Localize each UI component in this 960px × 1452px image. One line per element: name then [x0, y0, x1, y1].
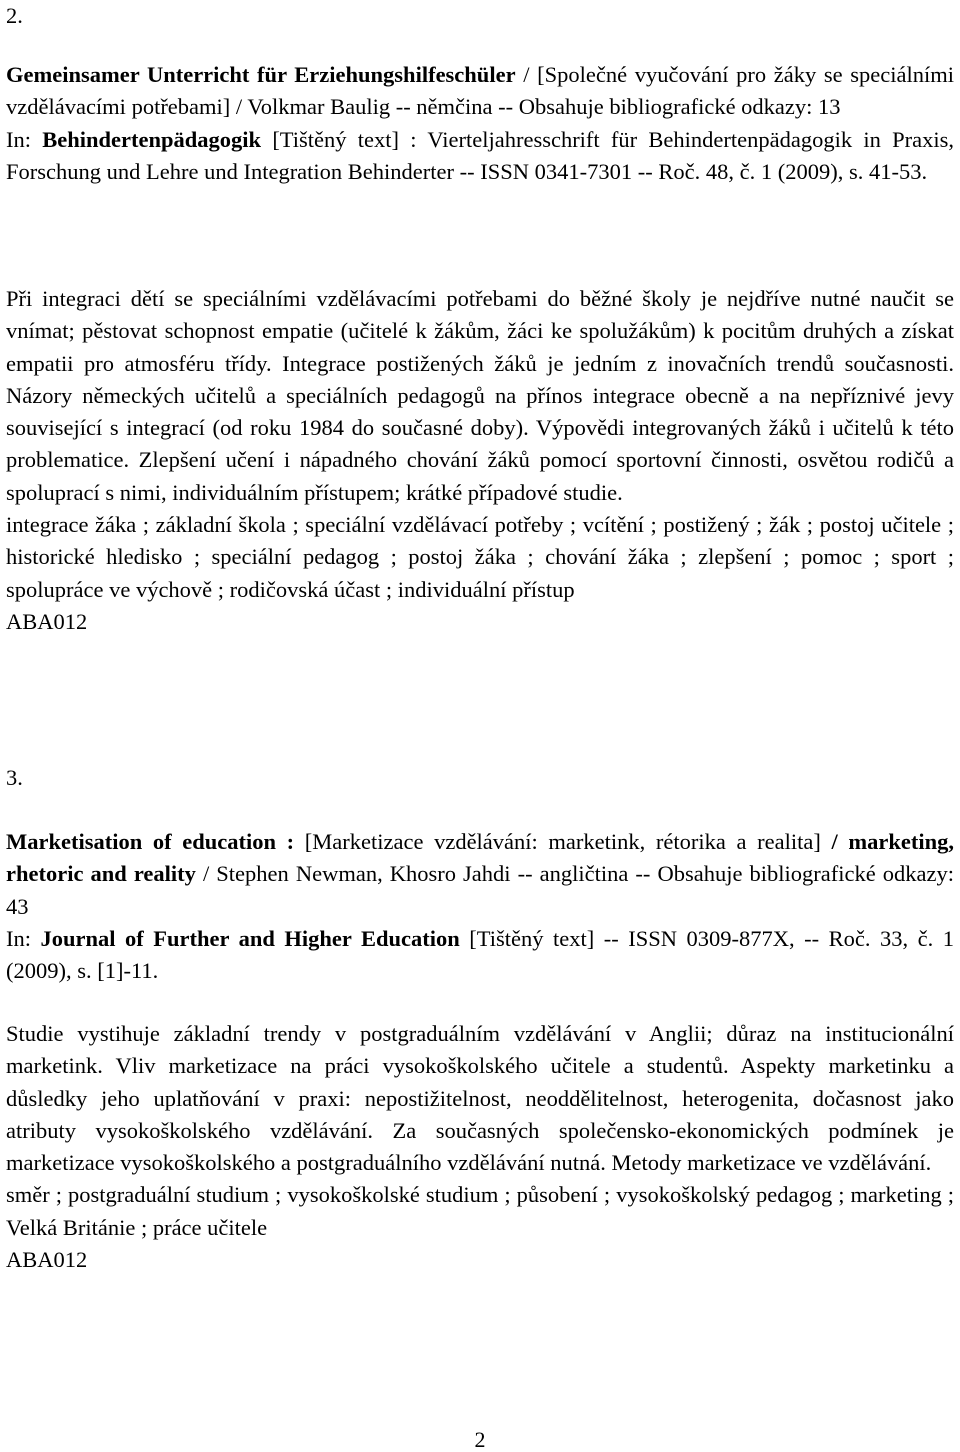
title-main: Marketisation of education : — [6, 829, 295, 854]
classification-code: ABA012 — [6, 1247, 88, 1273]
citation-source-line — [6, 124, 954, 189]
in-prefix: In: — [6, 126, 43, 152]
citation-title-line — [6, 59, 954, 124]
entry-citation — [6, 826, 954, 987]
title-rest: / [Společné vyučování pro žáky se speciálními vzdělávacími potřebami] / Volkmar Baulig -- němčina -- Obsahuje bibliografické odkazy: 13 — [6, 62, 954, 120]
entry-citation — [6, 59, 954, 188]
keywords: integrace žáka ; základní škola ; speciální vzdělávací potřeby ; vcítění ; postižený ; žák ; postoj učitele ; historické hledisko ; speciální pedagog ; postoj žáka ; chování žáka ; zlepšení ; pomoc ; sport ; spolupráce ve výchově ; rodičovská účast ; individuální přístup — [6, 512, 954, 602]
abstract: Při integraci dětí se speciálními vzdělávacími potřebami do běžné školy je nejdříve nutné naučit se vnímat; pěstovat schopnost empatie (učitelé k žákům, žáci ke spolužákům) k pocitům druhých a získat empatii pro atmosféru třídy. Integrace postižených žáků je jedním z inovačních trendů současnosti. Názory německých učitelů a speciálních pedagogů na přínos integrace obecně a na nepříznivé jevy související s integrací (od roku 1984 do současné doby). Výpovědi integrovaných žáků i učitelů k této problematice. Zlepšení učení i nápadného chování žáků pomocí sportovní činnosti, osvětou rodičů a spoluprací s nimi, individuálním přístupem; krátké případové studie. — [6, 286, 954, 505]
citation-title-line — [6, 826, 954, 923]
title-rest: / Stephen Newman, Khosro Jahdi -- angličtina -- Obsahuje bibliografické odkazy: 43 — [6, 861, 954, 919]
keywords: směr ; postgraduální studium ; vysokoškolské studium ; působení ; vysokoškolský pedagog ; marketing ; Velká Británie ; práce učitele — [6, 1182, 954, 1240]
entry-body — [6, 283, 954, 638]
title-sub: marketing, rhetoric and reality — [6, 829, 954, 887]
in-prefix: In: — [6, 925, 41, 951]
entry-body — [6, 1018, 954, 1276]
abstract: Studie vystihuje základní trendy v postgraduálním vzdělávání v Anglii; důraz na institucionální marketink. Vliv marketizace na práci vysokoškolského učitele a studentů. Aspekty marketinku a důsledky jeho uplatňování v praxi: nepostižitelnost, neoddělitelnost, heterogenita, dočasnost jako atributy vysokoškolského vzdělávání. Za současných společensko-ekonomických podmínek je marketizace vysokoškolského a postgraduálního vzdělávání nutná. Metody marketizace ve vzdělávání. — [6, 1021, 954, 1176]
title-separator: / — [831, 829, 838, 854]
source-rest: [Tištěný text] -- ISSN 0309-877X, -- Roč. 33, č. 1 (2009), s. [1]-11. — [6, 925, 955, 984]
source-title: Behindertenpädagogik — [42, 126, 262, 152]
classification-code: ABA012 — [6, 608, 88, 634]
citation-source-line — [6, 923, 954, 988]
title-translation: [Marketizace vzdělávání: marketink, rétorika a realita] — [294, 829, 832, 854]
entry-number: 2. — [6, 3, 23, 28]
source-rest: [Tištěný text] : Vierteljahresschrift für Behindertenpädagogik in Praxis, Forschung und Lehre und Integration Behinderter -- ISSN 0341-7301 -- Roč. 48, č. 1 (2009), s. 41-53. — [6, 126, 955, 184]
page-number: 2 — [474, 1427, 486, 1452]
entry-number: 3. — [6, 765, 23, 790]
source-title: Journal of Further and Higher Education — [40, 925, 460, 951]
title-main: Gemeinsamer Unterricht für Erziehungshilfeschüler — [6, 62, 516, 87]
